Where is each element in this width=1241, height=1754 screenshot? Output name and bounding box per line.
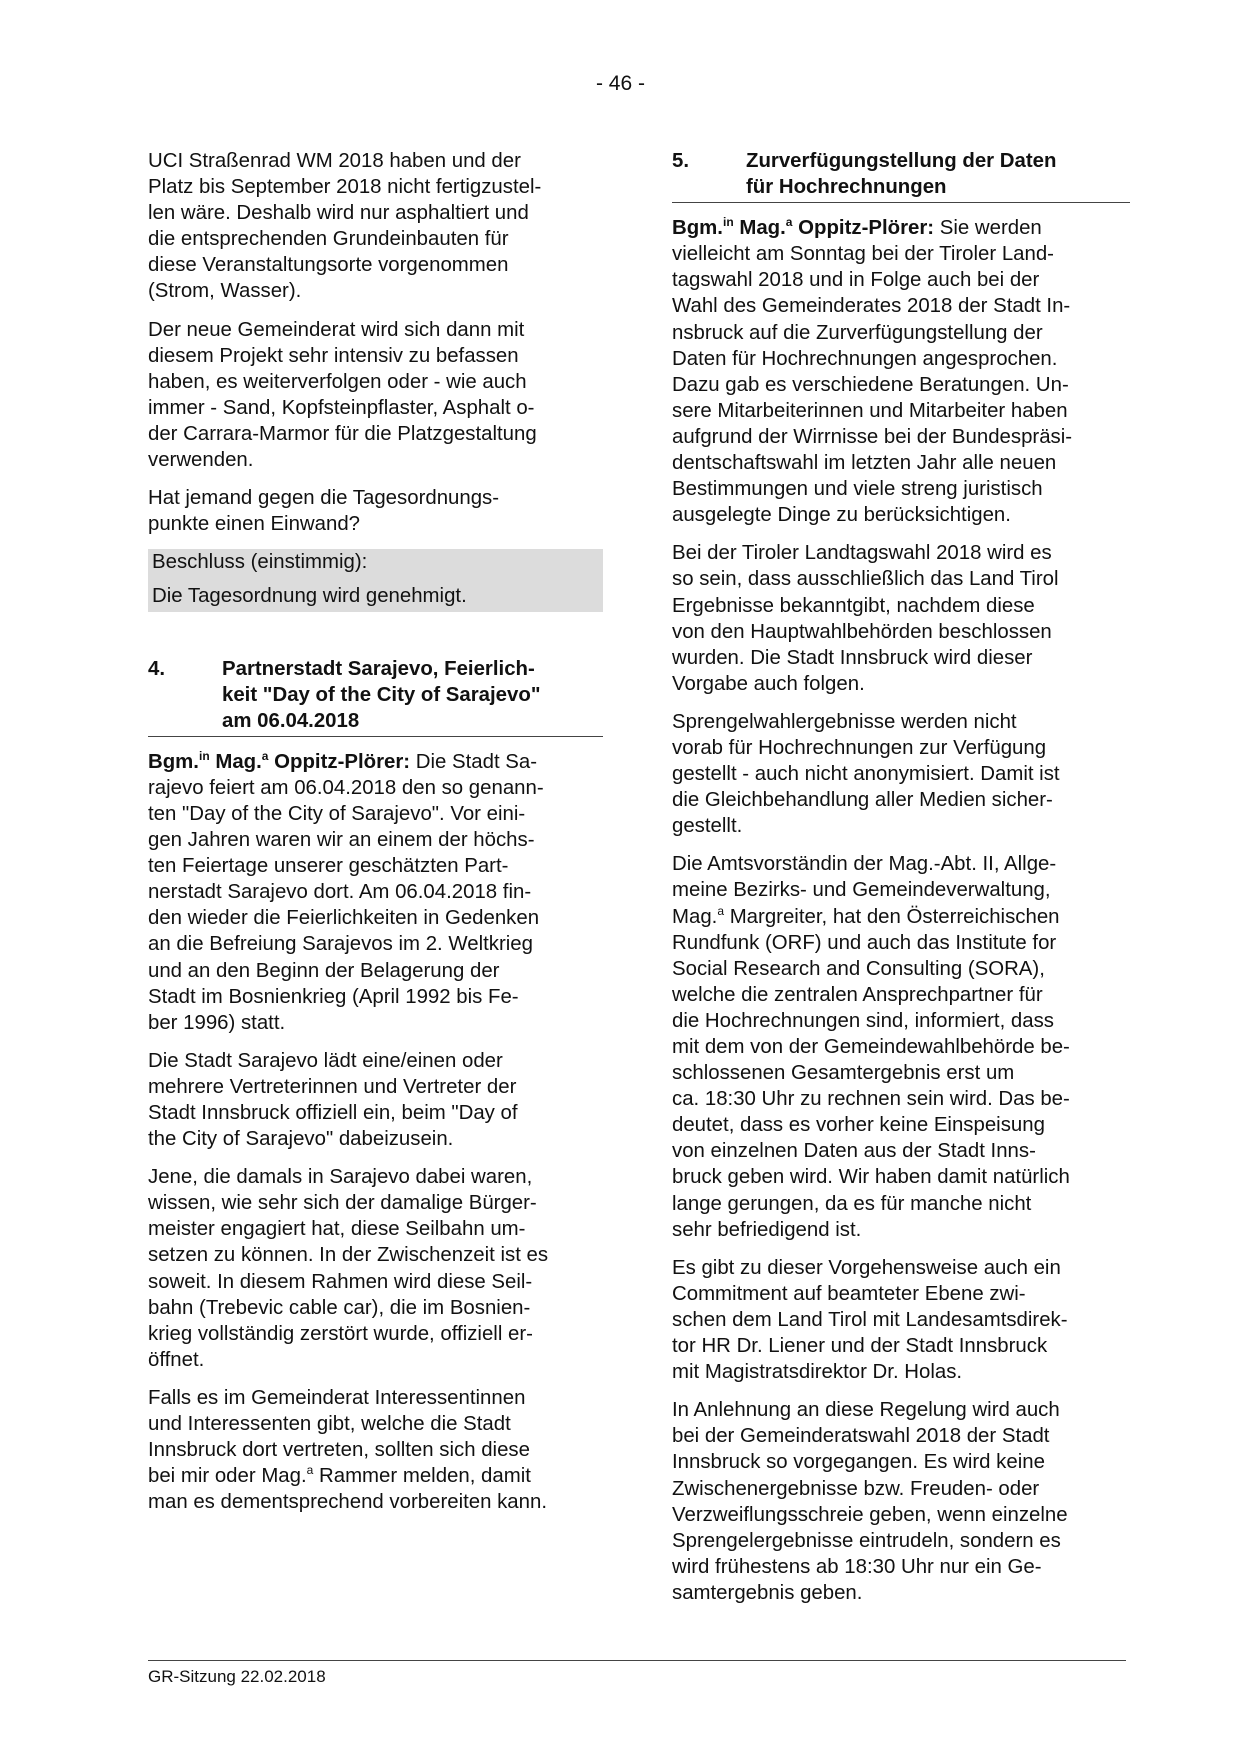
paragraph: Es gibt zu dieser Vorgehensweise auch ein Commitment auf beamteter Ebene zwi- schen dem Land Tirol mit Landesamtsdirek- tor HR Dr. Liener und der Stadt Innsbruck mit Magistratsdirektor Dr. Holas. [672,1256,1068,1384]
paragraph: Jene, die damals in Sarajevo dabei waren, wissen, wie sehr sich der damalige Bürger- meister engagiert hat, diese Seilbahn um- setzen zu können. In der Zwischenzeit ist es soweit. In diesem Rahmen wird diese Seil- bahn (Trebevic cable car), die im Bosnien- krieg vollständig zerstört wurde, offiziell er- öffnet. [148,1166,549,1371]
speaker-text: Sie werden vielleicht am Sonntag bei der Tiroler Land- tagswahl 2018 und in Folge auch bei der Wahl des Gemeinderates 2018 der Stadt In- nsbruck auf die Zurverfügungstellung der Daten für Hochrechnungen angesprochen. Dazu gab es verschiedene Beratungen. Un- sere Mitarbeiterinnen und Mitarbeiter haben aufgrund der Wirrnisse bei der Bundespräsi- dentschaftswahl im letzten Jahr alle neuen Bestimmungen und viele streng juristisch ausgelegte Dinge zu berücksichtigen. [672,217,1073,527]
speaker-paragraph [672,215,1130,528]
section-title: Partnerstadt Sarajevo, Feierlich- keit "Day of the City of Sarajevo" am 06.04.2018 [222,657,541,732]
speaker-paragraph [148,749,603,1036]
paragraph: Bei der Tiroler Landtagswahl 2018 wird es so sein, dass ausschließlich das Land Tirol Ergebnisse bekanntgibt, nachdem diese von den Hauptwahlbehörden beschlossen wurden. Die Stadt Innsbruck wird dieser Vorgabe auch folgen. [672,542,1059,695]
paragraph: Der neue Gemeinderat wird sich dann mit diesem Projekt sehr intensiv zu befassen haben, es weiterverfolgen oder - wie auch immer - Sand, Kopfsteinpflaster, Asphalt o- der Carrara-Marmor für die Platzgestaltung verwenden. [148,318,537,472]
left-column [148,148,603,1527]
section-heading-4 [148,656,603,737]
paragraph: Hat jemand gegen die Tagesordnungs- punkte einen Einwand? [148,487,500,536]
speaker-label: Bgm.$^{in}$ Mag.$^a$ Oppitz-Plörer: [148,748,411,773]
speaker-label: Bgm.$^{in}$ Mag.$^a$ Oppitz-Plörer: [672,215,935,240]
paragraph: Die Amtsvorständin der Mag.-Abt. II, Allge- meine Bezirks- und Gemeindeverwaltung, Mag.$^a$ Margreiter, hat den Österreichischen Rundfunk (ORF) und auch das Institute for Social Research and Consulting (SORA), welche die zentralen Ansprechpartner für die Hochrechnungen sind, informiert, dass mit dem von der Gemeindewahlbehörde be- schlossenen Gesamtergebnis erst um ca. 18:30 Uhr zu rechnen sein wird. Das be- deutet, dass es vorher keine Einspeisung von einzelnen Daten aus der Stadt Inns- bruck geben wird. Wir haben damit natürlich lange gerungen, da es für manche nicht sehr befriedigend ist. [672,853,1070,1241]
section-heading-5 [672,148,1130,203]
section-title: Zurverfügungstellung der Daten für Hochrechnungen [746,150,1057,199]
speaker-text: Die Stadt Sa- rajevo feiert am 06.04.2018 den so genann- ten "Day of the City of Sarajevo". Vor eini- gen Jahren waren wir an einem der höchs- ten Feiertage unserer geschätzten Part- nerstadt Sarajevo dort. Am 06.04.2018 fin- den wieder die Feierlichkeiten in Gedenken an die Befreiung Sarajevos im 2. Weltkrieg und an den Beginn der Belagerung der Stadt im Bosnienkrieg (April 1992 bis Fe- ber 1996) statt. [148,750,544,1034]
decision-box [148,549,603,611]
section-number: 5. [672,150,690,172]
footer: GR-Sitzung 22.02.2018 [148,1660,1126,1687]
paragraph: Falls es im Gemeinderat Interessentinnen und Interessenten gibt, welche die Stadt Innsbruck dort vertreten, sollten sich diese bei mir oder Mag.$^a$ Rammer melden, damit man es dementsprechend vorbereiten kann. [148,1386,547,1514]
decision-label: Beschluss (einstimmig): [148,549,603,579]
paragraph: Die Stadt Sarajevo lädt eine/einen oder mehrere Vertreterinnen und Vertreter der Stadt Innsbruck offiziell ein, beim "Day of the City of Sarajevo" dabeizusein. [148,1049,518,1151]
page-number: - 46 - [595,72,645,95]
paragraph: In Anlehnung an diese Regelung wird auch bei der Gemeinderatswahl 2018 der Stadt Innsbruck so vorgegangen. Es wird keine Zwischenergebnisse bzw. Freuden- oder Verzweiflungsschreie geben, wenn einzelne Sprengelergebnisse eintrudeln, sondern es wird frühestens ab 18:30 Uhr nur ein Ge- samtergebnis geben. [672,1399,1068,1604]
section-number: 4. [148,657,166,680]
paragraph: UCI Straßenrad WM 2018 haben und der Platz bis September 2018 nicht fertigzustel- len wäre. Deshalb wird nur asphaltiert und die entsprechenden Grundeinbauten für diese Veranstaltungsorte vorgenommen (Strom, Wasser). [148,150,542,303]
right-column [672,148,1130,1618]
paragraph: Sprengelwahlergebnisse werden nicht vorab für Hochrechnungen zur Verfügung gestellt - auch nicht anonymisiert. Damit ist die Gleichbehandlung aller Medien sicher- gestellt. [672,710,1060,838]
decision-text: Die Tagesordnung wird genehmigt. [148,579,603,611]
